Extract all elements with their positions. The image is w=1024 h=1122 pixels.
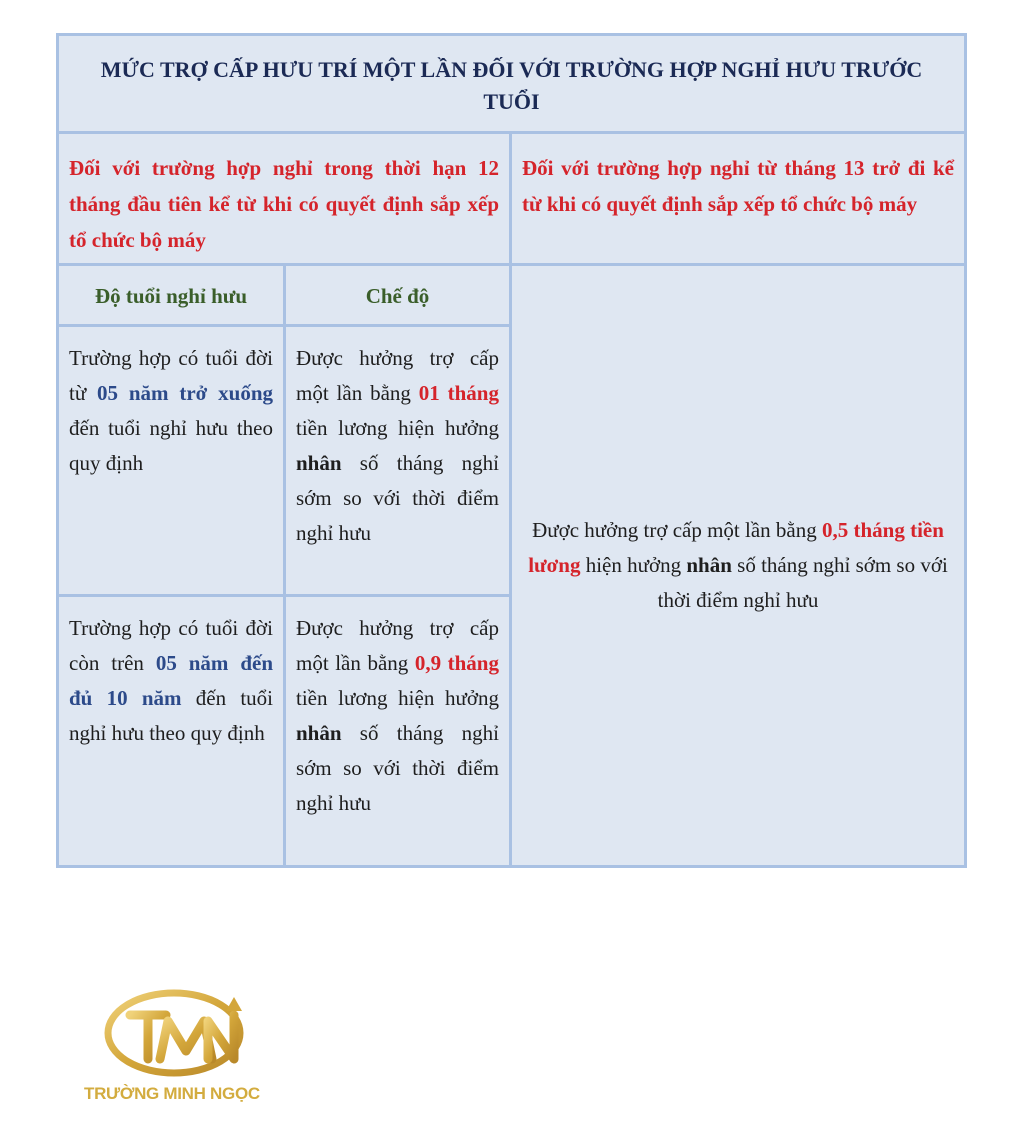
truong-minh-ngoc-logo	[84, 985, 284, 1110]
row1-policy-bold: nhân	[296, 451, 342, 475]
right-period-header-text: Đối với trường hợp nghỉ từ tháng 13 trở đi kể từ khi có quyết định sắp xếp tổ chức bộ máy	[522, 156, 955, 216]
row1-policy-text-c: số tháng nghỉ sớm so với thời điểm nghỉ hưu	[296, 451, 499, 545]
left-period-header-text: Đối với trường hợp nghỉ trong thời hạn 12 tháng đầu tiên kể từ khi có quyết định sắp xếp tổ chức bộ máy	[69, 156, 499, 252]
age-column-header	[58, 265, 285, 326]
row2-policy-bold: nhân	[296, 721, 342, 745]
logo-caption: TRƯỜNG MINH NGỌC	[84, 1084, 260, 1103]
row2-policy-cell	[285, 596, 511, 867]
table-title-cell	[58, 35, 966, 133]
row2-age-text-a: Trường hợp có tuổi đời còn trên	[69, 616, 273, 675]
row2-policy-text-c: số tháng nghỉ sớm so với thời điểm nghỉ hưu	[296, 721, 499, 815]
row1-policy-cell	[285, 326, 511, 596]
right-period-policy-cell	[511, 265, 966, 867]
row1-age-text-b: đến tuổi nghỉ hưu theo quy định	[69, 416, 273, 475]
left-period-header	[58, 133, 511, 265]
right-policy-text-c: số tháng nghỉ sớm so với thời điểm nghỉ hưu	[657, 553, 948, 612]
row2-policy-highlight: 0,9 tháng	[414, 651, 499, 675]
row1-policy-text-b: tiền lương hiện hưởng	[296, 416, 499, 440]
row2-age-cell	[58, 596, 285, 867]
policy-column-header-text: Chế độ	[365, 284, 430, 308]
row1-policy-highlight: 01 tháng	[418, 381, 499, 405]
tmn-logo-mark-icon	[84, 985, 284, 1083]
right-policy-bold: nhân	[686, 553, 732, 577]
age-column-header-text: Độ tuổi nghỉ hưu	[94, 284, 248, 308]
retirement-allowance-table	[56, 33, 967, 868]
table-title: MỨC TRỢ CẤP HƯU TRÍ MỘT LẦN ĐỐI VỚI TRƯỜNG HỢP NGHỈ HƯU TRƯỚC TUỔI	[100, 57, 923, 114]
row2-policy-text-a: Được hưởng trợ cấp một lần bằng	[296, 616, 499, 675]
right-policy-text-b: hiện hưởng	[580, 553, 687, 577]
right-policy-highlight: 0,5 tháng tiền lương	[528, 518, 944, 577]
logo-letter-n-icon	[208, 1015, 234, 1059]
row1-age-text-a: Trường hợp có tuổi đời từ	[69, 346, 273, 405]
row2-policy-text-b: tiền lương hiện hưởng	[296, 686, 499, 710]
row2-age-highlight: 05 năm đến đủ 10 năm	[69, 651, 273, 710]
row2-age-text-b: đến tuổi nghỉ hưu theo quy định	[69, 686, 273, 745]
row1-age-cell	[58, 326, 285, 596]
policy-column-header	[285, 265, 511, 326]
logo-arrow-icon	[226, 997, 242, 1011]
row1-age-highlight: 05 năm trở xuống	[97, 381, 273, 405]
row1-policy-text-a: Được hưởng trợ cấp một lần bằng	[296, 346, 499, 405]
right-period-header	[511, 133, 966, 265]
right-policy-text-a: Được hưởng trợ cấp một lần bằng	[532, 518, 822, 542]
